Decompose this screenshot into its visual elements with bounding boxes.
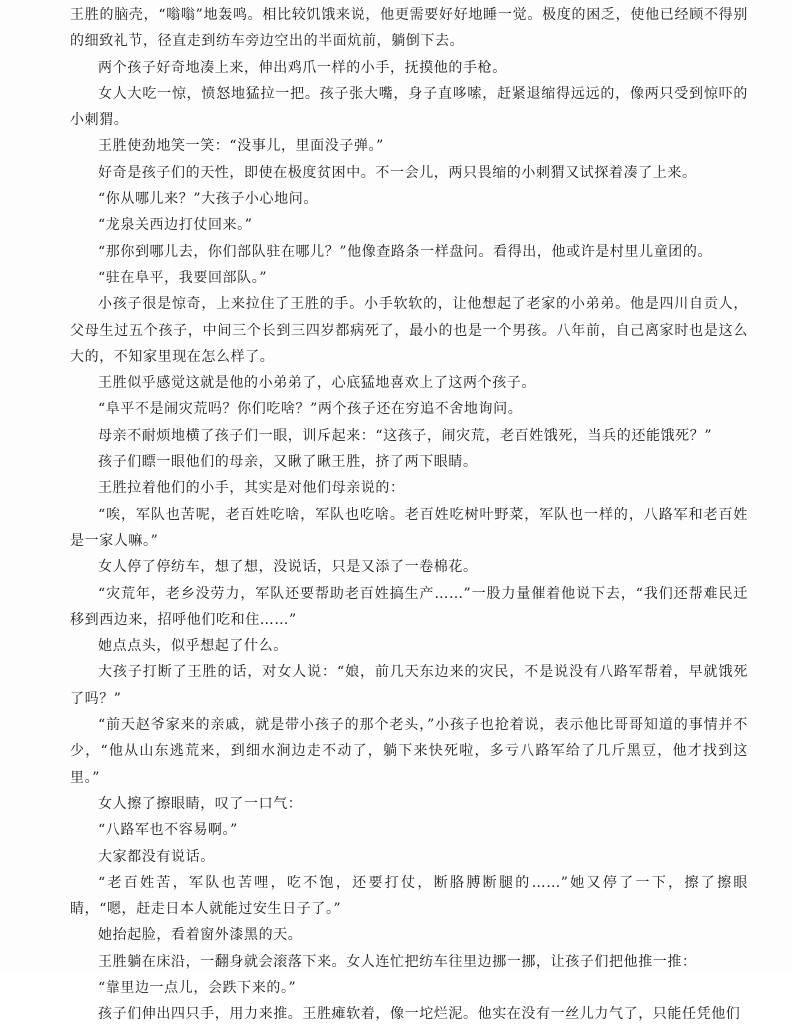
paragraph-11: 王胜似乎感觉这就是他的小弟弟了，心底猛地喜欢上了这两个孩子。 bbox=[98, 375, 536, 392]
paragraph-14: 孩子们瞟一眼他们的母亲，又瞅了瞅王胜，挤了两下眼睛。 bbox=[98, 454, 478, 471]
paragraph-2: 两个孩子好奇地凑上来，伸出鸡爪一样的小手，抚摸他的手枪。 bbox=[98, 59, 507, 76]
paragraph-12: “阜平不是闹灾荒吗？你们吃啥？”两个孩子还在穷追不舍地询问。 bbox=[98, 401, 523, 418]
paragraph-6: “你从哪儿来？”大孩子小心地问。 bbox=[98, 191, 318, 208]
paragraph-9: “驻在阜平，我要回部队。” bbox=[98, 269, 268, 286]
paragraph-13: 母亲不耐烦地横了孩子们一眼，训斥起来：“这孩子，闹灾荒，老百姓饿死，当兵的还能饿死？” bbox=[98, 427, 713, 444]
paragraph-4: 王胜使劲地笑一笑：“没事儿，里面没子弹。” bbox=[98, 138, 384, 155]
paragraph-3: 女人大吃一惊，愤怒地猛拉一把。孩子张大嘴，身子直哆嗦，赶紧退缩得远远的，像两只受到惊吓的小刺猬。 bbox=[70, 85, 748, 129]
paragraph-18: “灾荒年，老乡没劳力，军队还要帮助老百姓搞生产……”一股力量催着他说下去，“我们还帮难民迁移到西边来，招呼他们吃和住……” bbox=[70, 585, 748, 628]
paragraph-27: 王胜躺在床沿，一翻身就会滚落下来。女人连忙把纺车往里边挪一挪，让孩子们把他推一推： bbox=[98, 953, 697, 970]
paragraph-16: “唉，军队也苦呢，老百姓吃啥，军队也吃啥。老百姓吃树叶野菜，军队也一样的，八路军和老百姓是一家人嘛。” bbox=[70, 506, 748, 549]
paragraph-17: 女人停了停纺车，想了想，没说话，只是又添了一卷棉花。 bbox=[98, 559, 478, 576]
paragraph-26: 她抬起脸，看着窗外漆黑的天。 bbox=[98, 927, 303, 944]
paragraph-1: 王胜的脑壳，“嗡嗡”地轰鸣。相比较饥饿来说，他更需要好好地睡一觉。极度的困乏，使他已经顾不得别的细致礼节，径直走到纺车旁边空出的半面炕前，躺倒下去。 bbox=[70, 7, 748, 50]
paragraph-19: 她点点头，似乎想起了什么。 bbox=[98, 638, 288, 655]
paragraph-20: 大孩子打断了王胜的话，对女人说：“娘，前几天东边来的灾民，不是说没有八路军帮着，早就饿死了吗？” bbox=[70, 664, 748, 707]
paragraph-29: 孩子们伸出四只手，用力来推。王胜瘫软着，像一坨烂泥。他实在没有一丝儿力气了，只能任凭他们 bbox=[98, 1006, 741, 1023]
paragraph-25: “老百姓苦，军队也苦哩，吃不饱，还要打仗，断胳膊断腿的……”她又停了一下，擦了擦眼睛，“嗯，赶走日本人就能过安生日子了。” bbox=[70, 874, 748, 918]
paragraph-15: 王胜拉着他们的小手，其实是对他们母亲说的： bbox=[98, 480, 405, 497]
paragraph-28: “靠里边一点儿，会跌下来的。” bbox=[98, 979, 297, 996]
paragraph-21: “前天赵爷家来的亲戚，就是带小孩子的那个老头，”小孩子也抢着说，表示他比哥哥知道的事情并不少，“他从山东逃荒来，到细水涧边走不动了，躺下来快死啦，多亏八路军给了几斤黑豆，他才找到这里。” bbox=[70, 717, 748, 786]
paragraph-8: “那你到哪儿去，你们部队驻在哪儿？”他像查路条一样盘问。看得出，他或许是村里儿童团的。 bbox=[98, 243, 713, 260]
paragraph-7: “龙泉关西边打仗回来。” bbox=[98, 217, 253, 234]
paragraph-22: 女人擦了擦眼睛，叹了一口气： bbox=[98, 795, 303, 812]
paragraph-10: 小孩子很是惊奇，上来拉住了王胜的手。小手软软的，让他想起了老家的小弟弟。他是四川自贡人，父母生过五个孩子，中间三个长到三四岁都病死了，最小的也是一个男孩。八年前，自己离家时也是这么大的，不知家里现在怎么样了。 bbox=[70, 296, 748, 365]
paragraph-23: “八路军也不容易啊。” bbox=[98, 822, 238, 839]
paragraph-5: 好奇是孩子们的天性，即使在极度贫困中。不一会儿，两只畏缩的小刺猬又试探着凑了上来。 bbox=[98, 164, 697, 181]
paragraph-24: 大家都没有说话。 bbox=[98, 848, 215, 865]
